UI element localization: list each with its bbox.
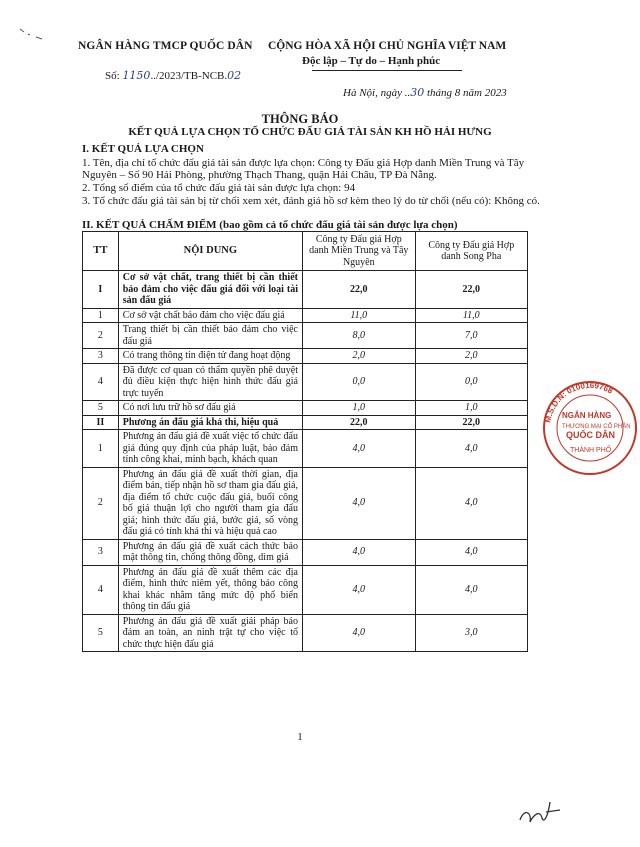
handwritten-initials-icon (512, 790, 572, 830)
cell-score-b: 7,0 (415, 323, 527, 349)
document-subtitle: KẾT QUẢ LỰA CHỌN TỔ CHỨC ĐẤU GIÁ TÀI SẢN KH HỒ HẢI HƯNG (128, 126, 492, 138)
cell-content: Cơ sở vật chất, trang thiết bị cần thiết bảo đảm cho việc đấu giá đối với loại tài sản đấu giá (118, 271, 302, 309)
cell-score-b: 4,0 (415, 565, 527, 614)
doc-number-prefix: Số: (105, 70, 123, 82)
paragraph-2: 2. Tổng số điểm của tổ chức đấu giá tài sản được lựa chọn: 94 (82, 182, 356, 194)
cell-content: Có trang thông tin điện tử đang hoạt động (118, 349, 302, 364)
cell-score-b: 4,0 (415, 539, 527, 565)
stamp-line-3: QUỐC DÂN (566, 430, 615, 440)
cell-score-b: 22,0 (415, 415, 527, 430)
table-row (83, 467, 528, 539)
cell-tt: 1 (83, 430, 119, 468)
cell-score-b: 1,0 (415, 401, 527, 416)
cell-score-b: 22,0 (415, 271, 527, 309)
cell-score-a: 22,0 (302, 271, 415, 309)
cell-tt: 3 (83, 539, 119, 565)
cell-score-a: 8,0 (302, 323, 415, 349)
cell-score-b: 3,0 (415, 614, 527, 652)
header-company-b: Công ty Đấu giá Hợp danh Song Pha (415, 232, 527, 271)
cell-content: Có nơi lưu trữ hồ sơ đấu giá (118, 401, 302, 416)
paragraph-3: 3. Tổ chức đấu giá tài sản bị từ chối xem xét, đánh giá hồ sơ kèm theo lý do từ chối (nếu có): Không có. (82, 195, 540, 207)
day-handwritten: 30 (410, 86, 425, 99)
doc-number-suffix-handwritten: 02 (227, 69, 242, 82)
doc-number-handwritten: 1150 (122, 69, 151, 82)
cell-score-b: 4,0 (415, 467, 527, 539)
cell-content: Phương án đấu giá khả thi, hiệu quả (118, 415, 302, 430)
cell-tt: 4 (83, 363, 119, 401)
cell-content: Cơ sở vật chất bảo đảm cho việc đấu giá (118, 308, 302, 323)
cell-score-a: 4,0 (302, 565, 415, 614)
table-group-row (83, 271, 528, 309)
cell-tt: 4 (83, 565, 119, 614)
page-number: 1 (297, 731, 303, 743)
cell-content: Phương án đấu giá đề xuất thêm các địa điểm, hình thức niêm yết, thông báo công khai khác nhằm tăng mức độ phổ biến thông tin đấu giá (118, 565, 302, 614)
cell-content: Trang thiết bị cần thiết bảo đảm cho việc đấu giá (118, 323, 302, 349)
cell-content: Đã được cơ quan có thẩm quyền phê duyệt đủ điều kiện thực hiện hình thức đấu giá trực tuyến (118, 363, 302, 401)
cell-score-b: 2,0 (415, 349, 527, 364)
section-heading-2: II. KẾT QUẢ CHẤM ĐIỂM (bao gồm cả tổ chức đấu giá tài sản được lựa chọn) (82, 219, 458, 231)
document-number (105, 69, 241, 82)
national-motto: Độc lập – Tự do – Hạnh phúc (302, 55, 441, 67)
cell-score-a: 4,0 (302, 539, 415, 565)
pen-mark-icon (18, 25, 53, 45)
table-row (83, 308, 528, 323)
cell-score-a: 11,0 (302, 308, 415, 323)
cell-score-a: 22,0 (302, 415, 415, 430)
scoring-table (82, 231, 528, 652)
header-tt: TT (83, 232, 119, 271)
table-row (83, 323, 528, 349)
table-row (83, 565, 528, 614)
table-row (83, 614, 528, 652)
cell-score-a: 4,0 (302, 614, 415, 652)
cell-score-b: 0,0 (415, 363, 527, 401)
table-row (83, 349, 528, 364)
table-row (83, 401, 528, 416)
cell-tt: 1 (83, 308, 119, 323)
cell-score-a: 4,0 (302, 467, 415, 539)
header-company-a: Công ty Đấu giá Hợp danh Miền Trung và Tây Nguyên (302, 232, 415, 271)
stamp-line-4: THÀNH PHỐ (570, 447, 612, 454)
document-title: THÔNG BÁO (261, 112, 339, 126)
table-header-row (83, 232, 528, 271)
cell-tt: 5 (83, 401, 119, 416)
cell-score-a: 0,0 (302, 363, 415, 401)
stamp-line-2: THƯƠNG MẠI CỔ PHẦN (562, 424, 631, 430)
cell-tt: 2 (83, 467, 119, 539)
cell-tt: I (83, 271, 119, 309)
cell-tt: II (83, 415, 119, 430)
motto-underline (312, 70, 462, 71)
cell-score-b: 11,0 (415, 308, 527, 323)
table-row (83, 539, 528, 565)
cell-content: Phương án đấu giá đề xuất việc tổ chức đấu giá đúng quy định của pháp luật, bảo đảm tính công khai, minh bạch, khách quan (118, 430, 302, 468)
table-row (83, 430, 528, 468)
section-heading-1: I. KẾT QUẢ LỰA CHỌN (82, 143, 204, 155)
table-group-row (83, 415, 528, 430)
doc-number-middle: ../2023/TB-NCB. (150, 70, 228, 82)
cell-tt: 3 (83, 349, 119, 364)
national-title: CỘNG HÒA XÃ HỘI CHỦ NGHĨA VIỆT NAM (268, 40, 507, 52)
company-stamp (540, 378, 640, 478)
place-date-prefix: Hà Nội, ngày .. (343, 87, 411, 99)
cell-tt: 5 (83, 614, 119, 652)
place-date-suffix: tháng 8 năm 2023 (424, 87, 507, 99)
paragraph-1: 1. Tên, địa chỉ tổ chức đấu giá tài sản được lựa chọn: Công ty Đấu giá Hợp danh Miền Trung và Tây Nguyên – Số 90 Hải Phòng, phường Thạch Thang, quận Hải Châu, TP Đà Nẵng. (82, 157, 525, 181)
cell-tt: 2 (83, 323, 119, 349)
cell-content: Phương án đấu giá đề xuất thời gian, địa điểm bán, tiếp nhận hồ sơ tham gia đấu giá, địa điểm tổ chức cuộc đấu giá, buổi công bố giá thuận lợi cho người tham gia đấu giá; hình thức đấu giá, bước giá, số vòng đấu giá có tính khả thi và hiệu quả cao (118, 467, 302, 539)
cell-score-a: 4,0 (302, 430, 415, 468)
stamp-line-1: NGÂN HÀNG (562, 411, 612, 420)
cell-content: Phương án đấu giá đề xuất giải pháp bảo đảm an toàn, an ninh trật tự cho việc tổ chức thực hiện đấu giá (118, 614, 302, 652)
table-row (83, 363, 528, 401)
place-date (343, 86, 507, 99)
cell-content: Phương án đấu giá đề xuất cách thức bảo mật thông tin, chống thông đồng, dìm giá (118, 539, 302, 565)
stamp-ring-text: M.S.D.N: 0100169768 (543, 380, 615, 424)
organization-name: NGÂN HÀNG TMCP QUỐC DÂN (78, 40, 253, 52)
header-content: NỘI DUNG (118, 232, 302, 271)
cell-score-b: 4,0 (415, 430, 527, 468)
cell-score-a: 1,0 (302, 401, 415, 416)
cell-score-a: 2,0 (302, 349, 415, 364)
